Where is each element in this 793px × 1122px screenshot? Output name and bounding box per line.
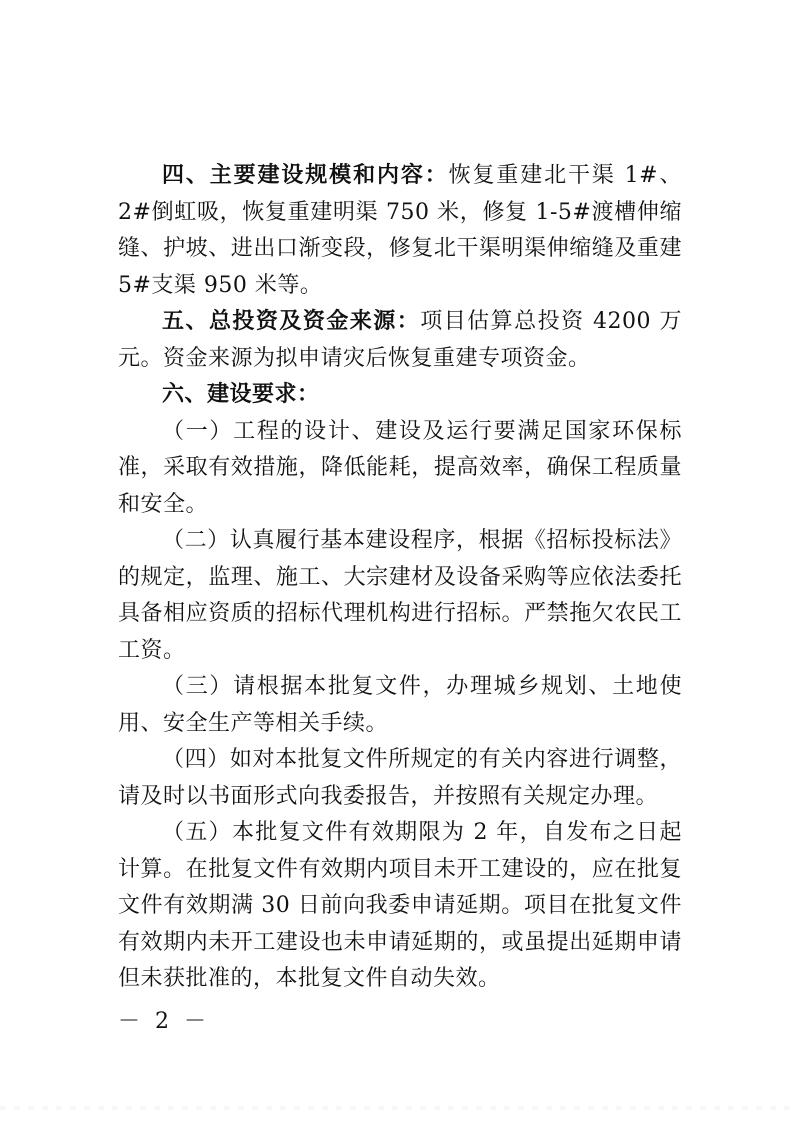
section-heading: 五、总投资及资金来源：: [162, 309, 421, 334]
section-requirements: [118, 377, 682, 414]
document-body: [118, 158, 682, 998]
requirement-item-5: （五）本批复文件有效期限为 2 年，自发布之日起计算。在批复文件有效期内项目未开工建设的，应在批复文件有效期满 30 日前向我委申请延期。项目在批复文件有效期内未开工建设也未申请延期的，或虽提出延期申请但未获批准的，本批复文件自动失效。: [118, 820, 682, 991]
requirement-item-1: （一）工程的设计、建设及运行要满足国家环保标准，采取有效措施，降低能耗，提高效率，确保工程质量和安全。: [118, 418, 682, 517]
section-heading: 四、主要建设规模和内容：: [162, 163, 449, 188]
section-text: 项目估算总投资 4200 万元。资金来源为拟申请灾后恢复重建专项资金。: [118, 309, 682, 371]
requirement-item-2: （二）认真履行基本建设程序，根据《招标投标法》的规定，监理、施工、大宗建材及设备采购等应依法委托具备相应资质的招标代理机构进行招标。严禁拖欠农民工工资。: [118, 528, 682, 663]
section-text: 恢复重建北干渠 1#、2#倒虹吸，恢复重建明渠 750 米，修复 1-5#渡槽伸缩缝、护坡、进出口渐变段，修复北干渠明渠伸缩缝及重建 5#支渠 950 米等。: [118, 163, 682, 298]
section-investment: [118, 304, 682, 377]
section-scale-content: [118, 158, 682, 304]
scan-edge-artifact: [0, 1106, 793, 1110]
section-heading: 六、建设要求：: [162, 382, 320, 407]
page-number: － 2 －: [118, 1009, 210, 1034]
requirement-item-4: （四）如对本批复文件所规定的有关内容进行调整，请及时以书面形式向我委报告，并按照有关规定办理。: [118, 747, 682, 809]
requirement-item-3: （三）请根据本批复文件，办理城乡规划、土地使用、安全生产等相关手续。: [118, 674, 682, 736]
